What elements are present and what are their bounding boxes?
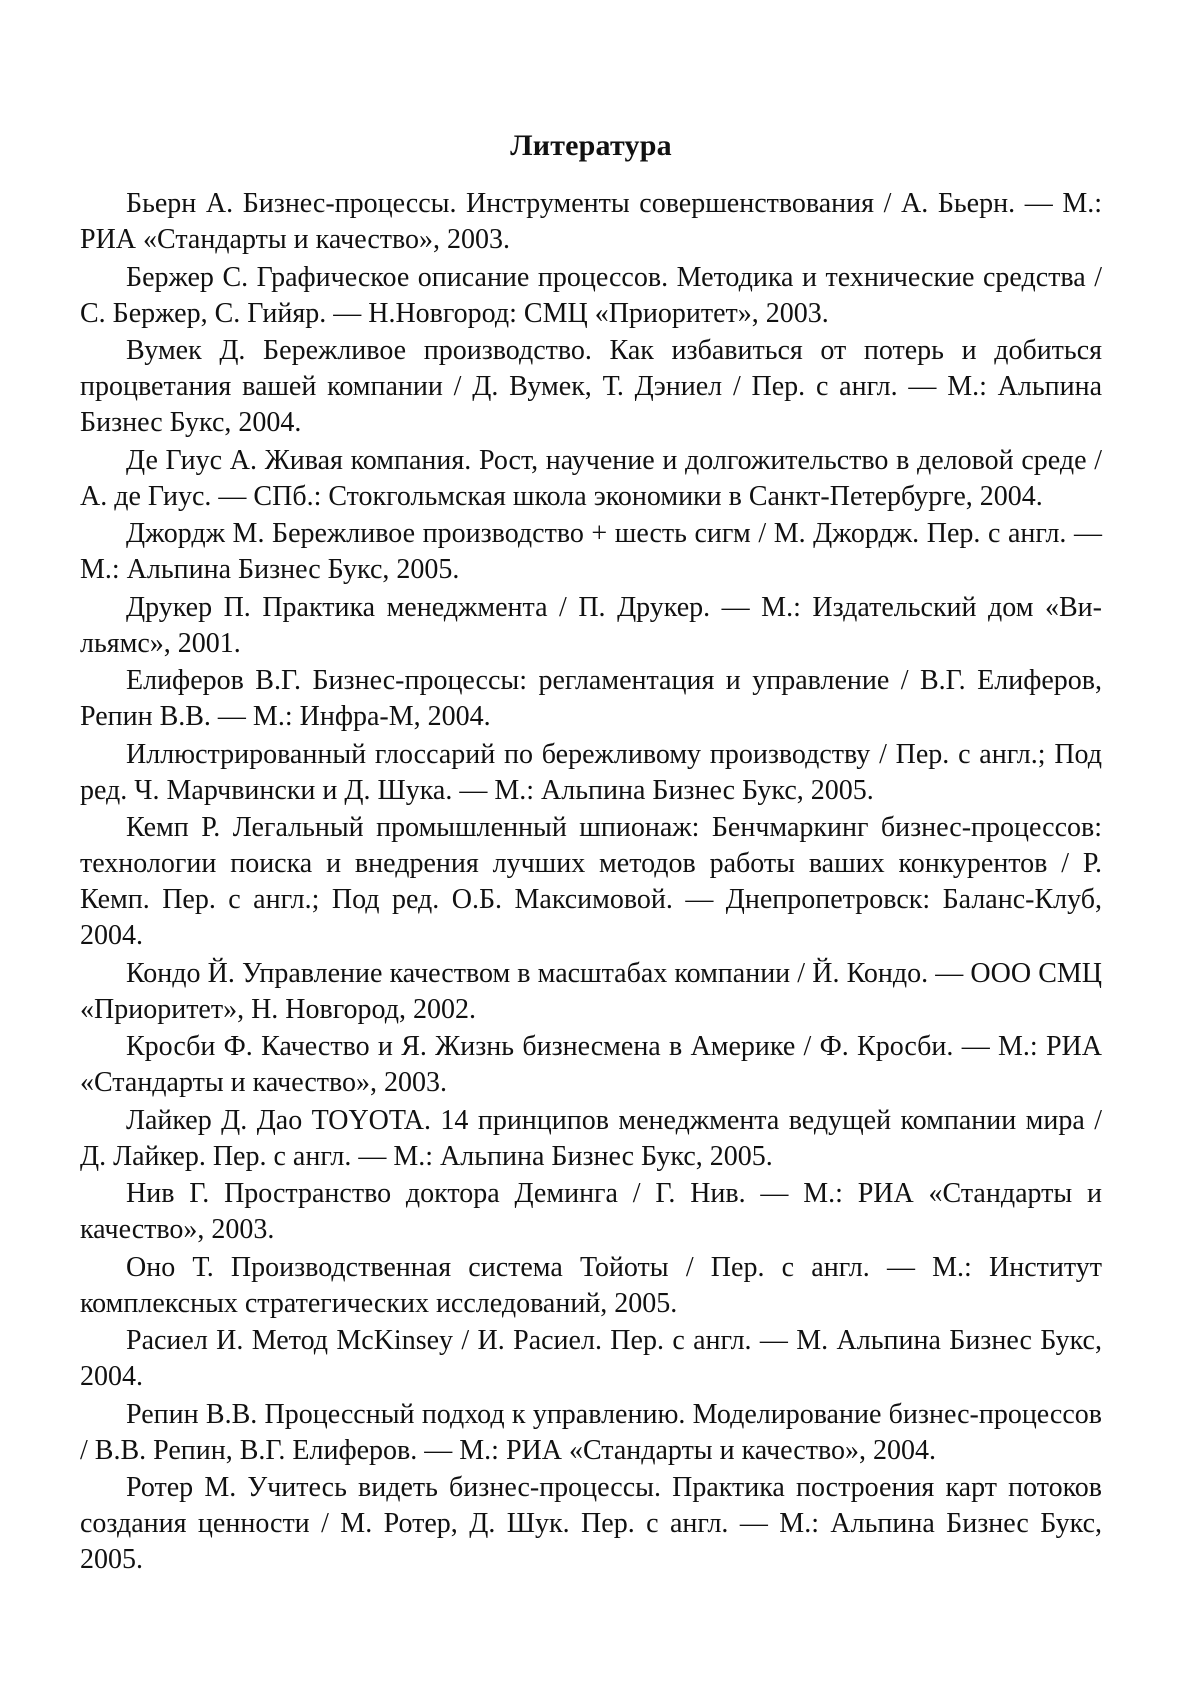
reference-item: Расиел И. Метод McKinsey / И. Расиел. Пер. с англ. — М. Альпина Бизнес Букс, 2004. [80, 1325, 1102, 1392]
reference-item: Иллюстрированный глоссарий по бережливому производству / Пер. с англ.; Под ред. Ч. Марчвински и Д. Шука. — М.: Альпина Бизнес Букс, 2005. [80, 738, 1102, 806]
reference-item: Репин В.В. Процессный подход к управлению. Моделирование бизнес-процессов / В.В. Репин, В.Г. Елиферов. — М.: РИА «Стандарты и качество», 2004. [80, 1398, 1102, 1466]
reference-item: Друкер П. Практика менеджмента / П. Друкер. — М.: Издательский дом «Вильямс», 2001. [80, 591, 1102, 659]
reference-item: Де Гиус А. Живая компания. Рост, научение и долгожительство в деловой среде / А. де Гиус. — СПб.: Стокгольмская школа экономики в Санкт-Петербурге, 2004. [80, 444, 1102, 512]
reference-list [80, 186, 1102, 1578]
reference-item: Бьерн А. Бизнес-процессы. Инструменты совершенствования / А. Бьерн. — М.: РИА «Стандарты и качество», 2003. [80, 188, 1102, 255]
reference-item: Кондо Й. Управление качеством в масштабах компании / Й. Кондо. — ООО СМЦ «Приоритет», Н. Новгород, 2002. [80, 957, 1102, 1025]
reference-item: Лайкер Д. Дао TOYOTA. 14 принципов менеджмента ведущей компании мира / Д. Лайкер. Пер. с англ. — М.: Альпина Бизнес Букс, 2005. [80, 1104, 1102, 1172]
reference-item: Оно Т. Производственная система Тойоты / Пер. с англ. — М.: Институт комплексных стратегических исследований, 2005. [80, 1251, 1102, 1319]
reference-item: Бержер С. Графическое описание процессов. Методика и технические средства / С. Бержер, С. Гийяр. — Н.Новгород: СМЦ «Приоритет», 2003. [80, 261, 1102, 329]
reference-item: Елиферов В.Г. Бизнес-процессы: регламентация и управление / В.Г. Елиферов, Репин В.В. — М.: Инфра-М, 2004. [80, 665, 1102, 732]
reference-item: Джордж М. Бережливое производство + шесть сигм / М. Джордж. Пер. с англ. — М.: Альпина Бизнес Букс, 2005. [80, 518, 1102, 585]
reference-item: Кемп Р. Легальный промышленный шпионаж: Бенчмаркинг бизнес-процессов: технологии поиска и внедрения лучших методов работы ваших конкурентов / Р. Кемп. Пер. с англ.; Под ред. О.Б. Максимовой. — Днепропетровск: Баланс-Клуб, 2004. [80, 812, 1102, 951]
reference-item: Кросби Ф. Качество и Я. Жизнь бизнесмена в Америке / Ф. Кросби. — М.: РИА «Стандарты и качество», 2003. [80, 1031, 1102, 1098]
page-title: Литература [510, 129, 672, 162]
reference-item: Ротер М. Учитесь видеть бизнес-процессы. Практика построения карт потоков создания ценности / М. Ротер, Д. Шук. Пер. с англ. — М.: Альпина Бизнес Букс, 2005. [80, 1472, 1102, 1575]
bibliography-page [80, 128, 1102, 1580]
reference-item: Вумек Д. Бережливое производство. Как избавиться от потерь и добиться процветания вашей компании / Д. Вумек, Т. Дэниел / Пер. с англ. — М.: Альпина Бизнес Букс, 2004. [80, 335, 1102, 438]
reference-item: Нив Г. Пространство доктора Деминга / Г. Нив. — М.: РИА «Стандарты и качество», 2003. [80, 1178, 1102, 1245]
